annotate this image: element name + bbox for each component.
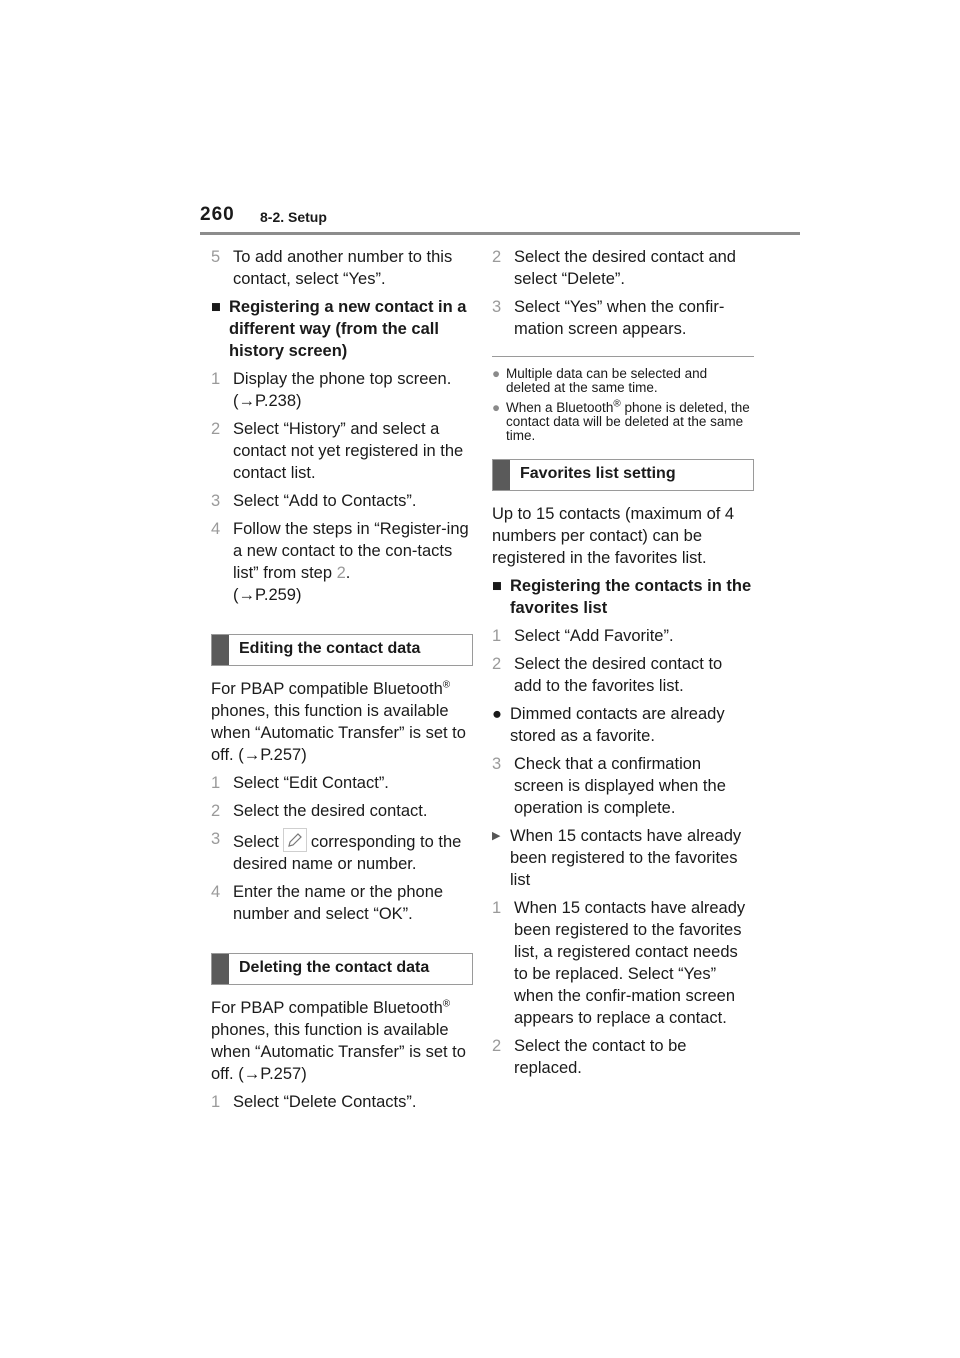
step-text: Select “Add to Contacts”. (233, 492, 417, 510)
step-number: 1 (492, 627, 502, 645)
step-text: Enter the name or the phone number and select “OK”. (233, 883, 444, 923)
step-text: When 15 contacts have already been registered to the favorites list, a registered contact needs to be replaced. Select “Yes” when the confir-mation screen appears to replace a contact. (514, 899, 746, 1027)
delete-step-2 (492, 246, 754, 290)
section-bar (212, 954, 229, 984)
step-reference: 2 (336, 564, 346, 582)
bullet-icon: ● (492, 705, 502, 723)
step-text: Follow the steps in “Register-ing a new contact to the con-tacts list” from step (233, 520, 469, 582)
favorites-intro: Up to 15 contacts (maximum of 4 numbers per contact) can be registered in the favorites list. (492, 505, 735, 567)
note-item (492, 398, 754, 443)
section-bar (493, 460, 510, 490)
note-item (492, 367, 754, 395)
text: phones, this function is available when “Automatic Transfer” is set to off. ( (211, 702, 466, 764)
text: For PBAP compatible Bluetooth (211, 999, 443, 1017)
step-text: Select the desired contact to add to the favorites list. (514, 655, 723, 695)
section-box-favorites (492, 459, 754, 491)
delete-intro (211, 997, 473, 1085)
note-text: When a Bluetooth (506, 400, 614, 415)
heading-text: Registering a new contact in a different way (from the call history screen) (229, 298, 467, 360)
step-number: 2 (492, 1037, 502, 1055)
notes-box (492, 356, 754, 443)
bullet-item (492, 703, 754, 747)
note-text: phone is deleted, the contact data will be deleted at the same time. (506, 400, 750, 443)
registered-mark: ® (613, 398, 621, 410)
step-number: 3 (211, 492, 221, 510)
step-text: Select “Edit Contact”. (233, 774, 389, 792)
step-number: 4 (211, 883, 221, 901)
step-number: 3 (492, 755, 502, 773)
text: phones, this function is available when “Automatic Transfer” is set to off. ( (211, 1021, 466, 1083)
page-reference-link[interactable]: (→P.259) (233, 586, 302, 604)
section-bar (212, 635, 229, 665)
period: . (345, 564, 351, 582)
step-text: Select the desired contact. (233, 802, 428, 820)
step-number: 1 (492, 899, 502, 917)
edit-intro (211, 678, 473, 766)
step-1 (211, 368, 473, 412)
right-column (492, 240, 754, 1085)
step-text: Check that a confirmation screen is displayed when the operation is complete. (514, 755, 726, 817)
step-number: 2 (492, 655, 502, 673)
section-title: 8-2. Setup (260, 209, 327, 225)
bullet-text: Dimmed contacts are already stored as a favorite. (510, 705, 725, 745)
triangle-bullet-icon: ▶ (492, 830, 501, 842)
square-bullet-icon: ■ (492, 577, 502, 595)
fav-step-1 (492, 625, 754, 647)
section-box-title: Favorites list setting (520, 465, 676, 482)
page-reference-link[interactable]: →P.238) (238, 392, 302, 410)
step-number: 3 (492, 298, 502, 316)
step-text: Select “History” and select a contact not yet registered in the contact list. (233, 420, 464, 482)
step-2 (211, 418, 473, 484)
step-text: Select “Delete Contacts”. (233, 1093, 417, 1111)
page-reference-link[interactable]: →P.257) (243, 746, 307, 764)
step-number: 1 (211, 1093, 221, 1111)
step-number: 1 (211, 774, 221, 792)
step-number: 2 (492, 248, 502, 266)
square-bullet-icon: ■ (211, 298, 221, 316)
replace-step-2 (492, 1035, 754, 1079)
step-text: Select “Yes” when the confir-mation screen appears. (514, 298, 725, 338)
step-5 (211, 246, 473, 290)
step-text: corresponding to the desired name or number. (233, 833, 462, 873)
section-box-editing (211, 634, 473, 666)
step-4 (211, 518, 473, 606)
pencil-edit-icon (283, 828, 307, 852)
step-text: Select (233, 833, 279, 851)
step-number: 4 (211, 520, 221, 538)
heading-text: Registering the contacts in the favorites list (510, 577, 752, 617)
step-text: Select the contact to be replaced. (514, 1037, 687, 1077)
step-3 (211, 490, 473, 512)
note-text: Multiple data can be selected and deleted at the same time. (506, 366, 708, 395)
registered-mark: ® (442, 679, 451, 691)
dot-bullet-icon: ● (492, 400, 501, 415)
step-text: Select “Add Favorite”. (514, 627, 674, 645)
page-number: 260 (200, 204, 235, 225)
step-number: 1 (211, 370, 221, 388)
replace-step-1 (492, 897, 754, 1029)
edit-step-4 (211, 881, 473, 925)
step-number: 5 (211, 248, 221, 266)
condition-text: When 15 contacts have already been registered to the favorites list (510, 827, 742, 889)
step-number: 3 (211, 830, 221, 848)
registered-mark: ® (442, 998, 451, 1010)
left-column (211, 240, 473, 1119)
step-text: Select the desired contact and select “Delete”. (514, 248, 736, 288)
section-box-deleting (211, 953, 473, 985)
delete-step-3 (492, 296, 754, 340)
step-number: 2 (211, 802, 221, 820)
subsection-heading (492, 575, 754, 619)
edit-step-2 (211, 800, 473, 822)
section-box-title: Editing the contact data (239, 640, 421, 657)
step-text: Display the phone top screen. ( (233, 370, 452, 410)
page-reference-link[interactable]: →P.257) (243, 1065, 307, 1083)
fav-step-3 (492, 753, 754, 819)
edit-step-3 (211, 828, 473, 875)
delete-step-1 (211, 1091, 473, 1113)
condition-item (492, 825, 754, 891)
header-rule (200, 232, 800, 235)
section-box-title: Deleting the contact data (239, 959, 430, 976)
fav-step-2 (492, 653, 754, 697)
edit-step-1 (211, 772, 473, 794)
dot-bullet-icon: ● (492, 366, 501, 381)
step-text: To add another number to this contact, select “Yes”. (233, 248, 453, 288)
subsection-heading (211, 296, 473, 362)
text: For PBAP compatible Bluetooth (211, 680, 443, 698)
step-number: 2 (211, 420, 221, 438)
